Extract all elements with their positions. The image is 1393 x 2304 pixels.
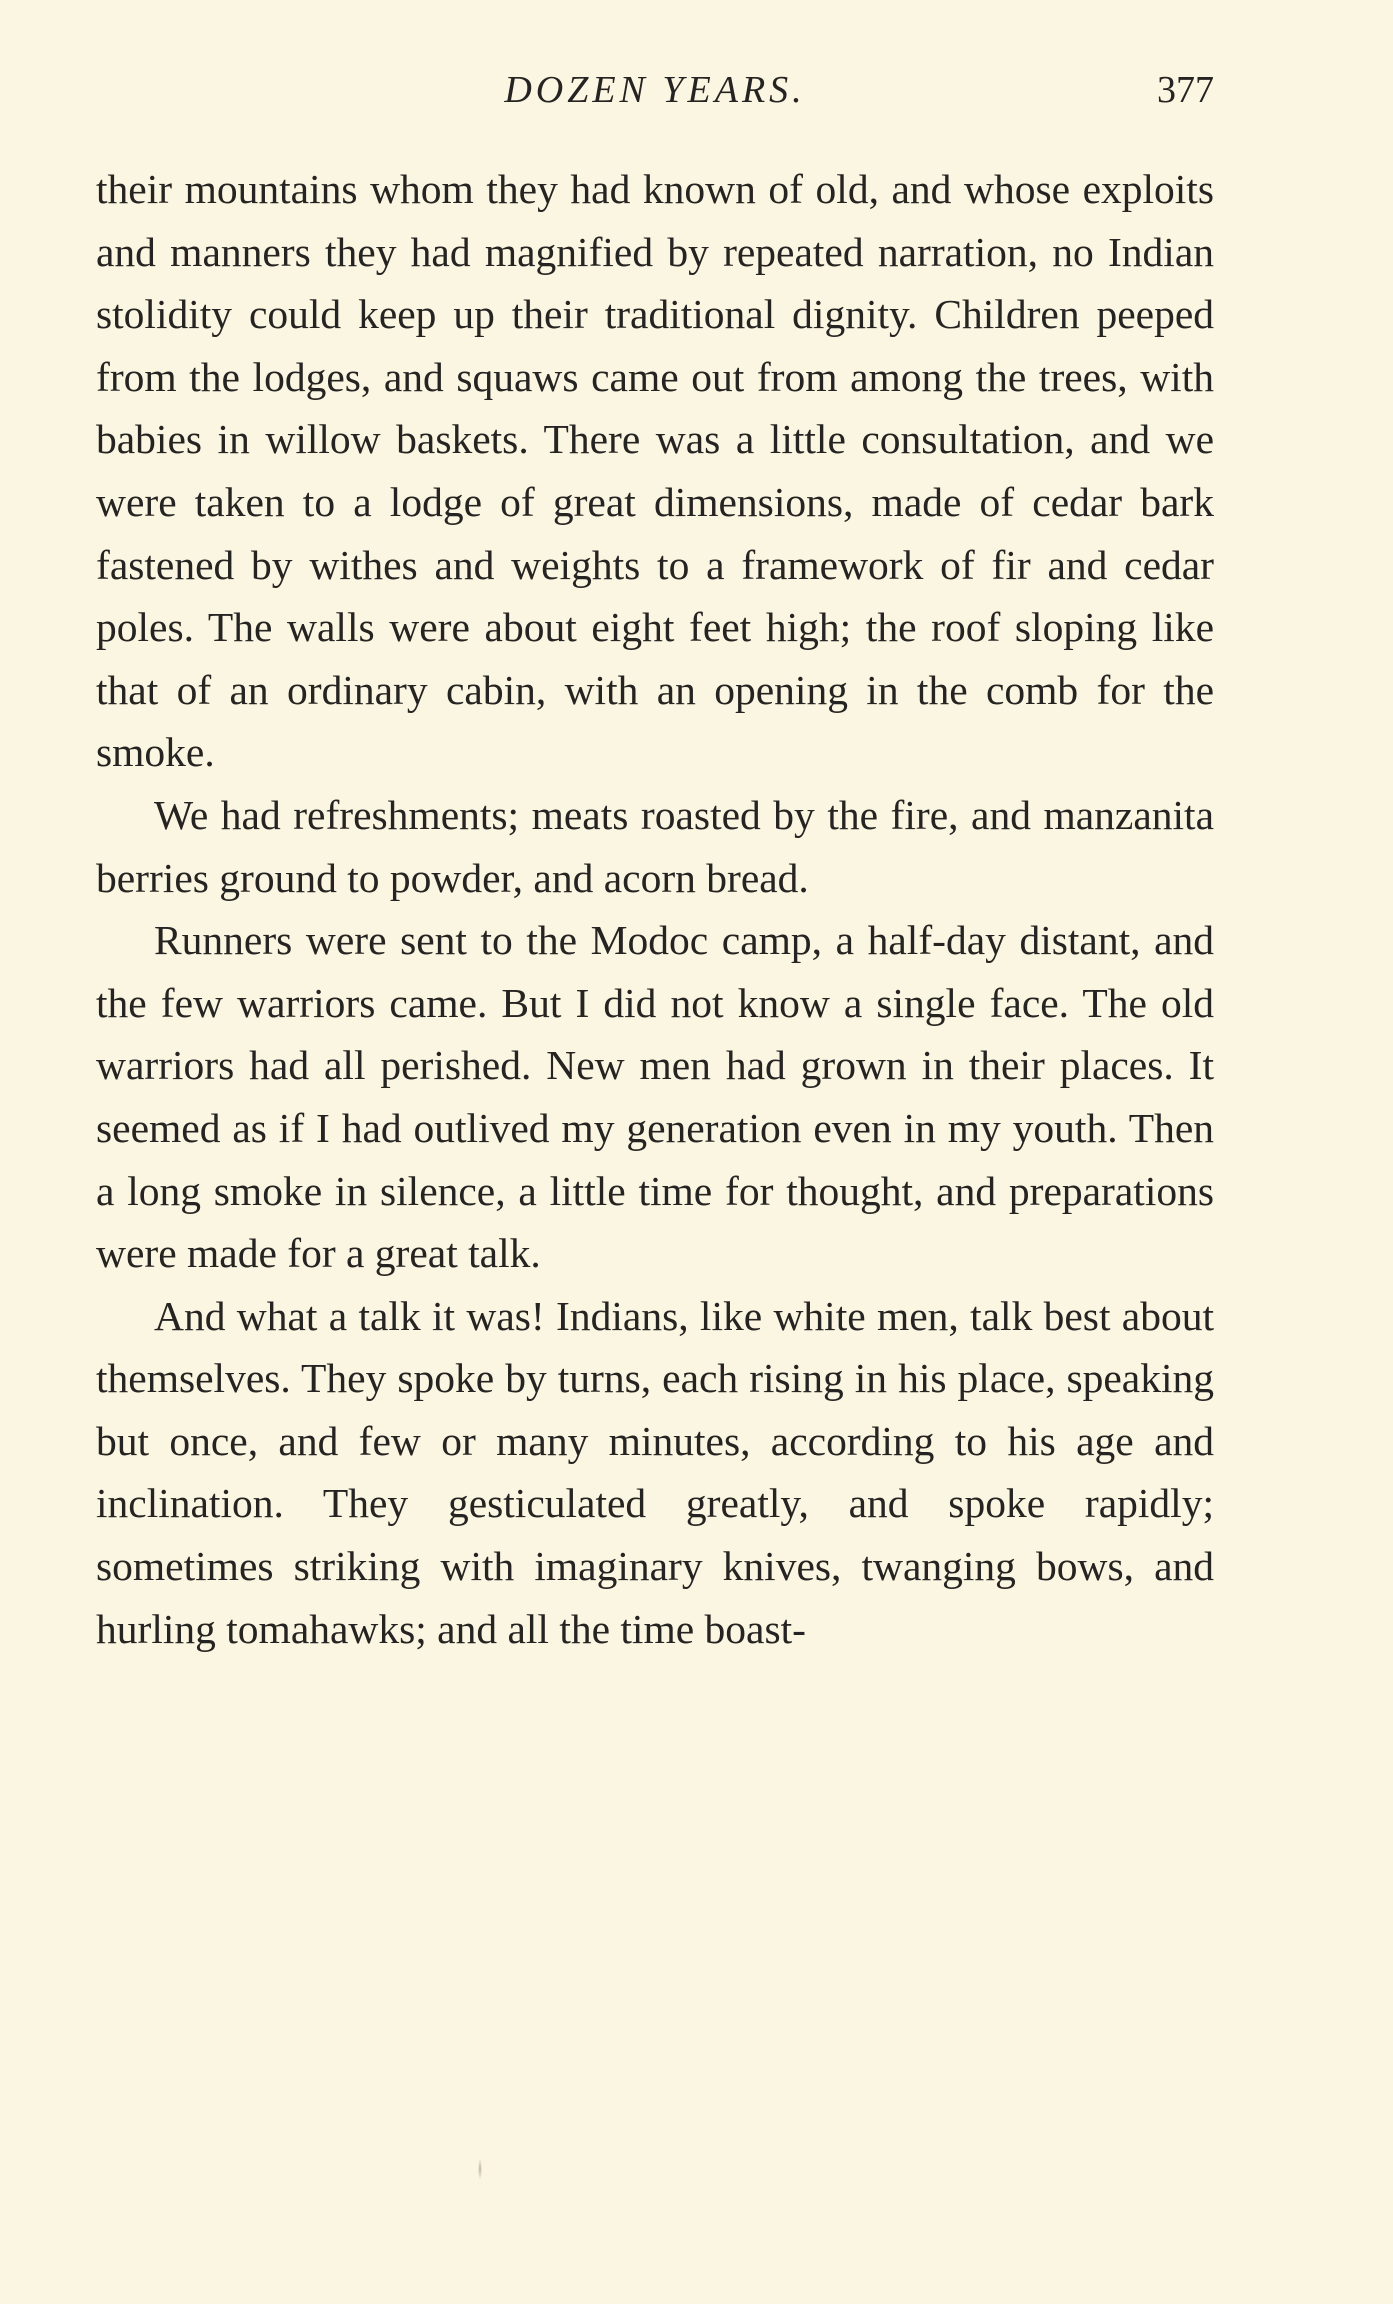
page-number: 377 bbox=[1157, 69, 1214, 111]
running-title: DOZEN YEARS. bbox=[504, 69, 806, 111]
paragraph-great-talk: And what a talk it was! Indians, like white men, talk best about themselves. They spoke by turns, each rising in his place, speaking but once, and few or many minutes, according to his age and inclination. They gesticulated greatly, and spoke rapidly; sometimes striking with imaginary knives, twanging bows, and hurling tomahawks; and all the time boast- bbox=[96, 1292, 1214, 1652]
running-head bbox=[96, 68, 1214, 118]
body-text bbox=[96, 158, 1214, 1660]
paper-speck bbox=[478, 2158, 482, 2180]
paragraph-runners: Runners were sent to the Modoc camp, a half-day distant, and the few warriors came. But I did not know a single face. The old warriors had all perished. New men had grown in their places. It seemed as if I had outlived my generation even in my youth. Then a long smoke in silence, a little time for thought, and preparations were made for a great talk. bbox=[96, 917, 1214, 1277]
paragraph-refreshments: We had refreshments; meats roasted by the fire, and manzanita berries ground to powder, and acorn bread. bbox=[96, 791, 1214, 901]
paragraph-continued: their mountains whom they had known of old, and whose exploits and manners they had magnified by repeated narration, no Indian stolidity could keep up their traditional dignity. Children peeped from the lodges, and squaws came out from among the trees, with babies in willow baskets. There was a little consultation, and we were taken to a lodge of great dimensions, made of cedar bark fastened by withes and weights to a framework of fir and cedar poles. The walls were about eight feet high; the roof sloping like that of an ordinary cabin, with an opening in the comb for the smoke. bbox=[96, 166, 1214, 776]
